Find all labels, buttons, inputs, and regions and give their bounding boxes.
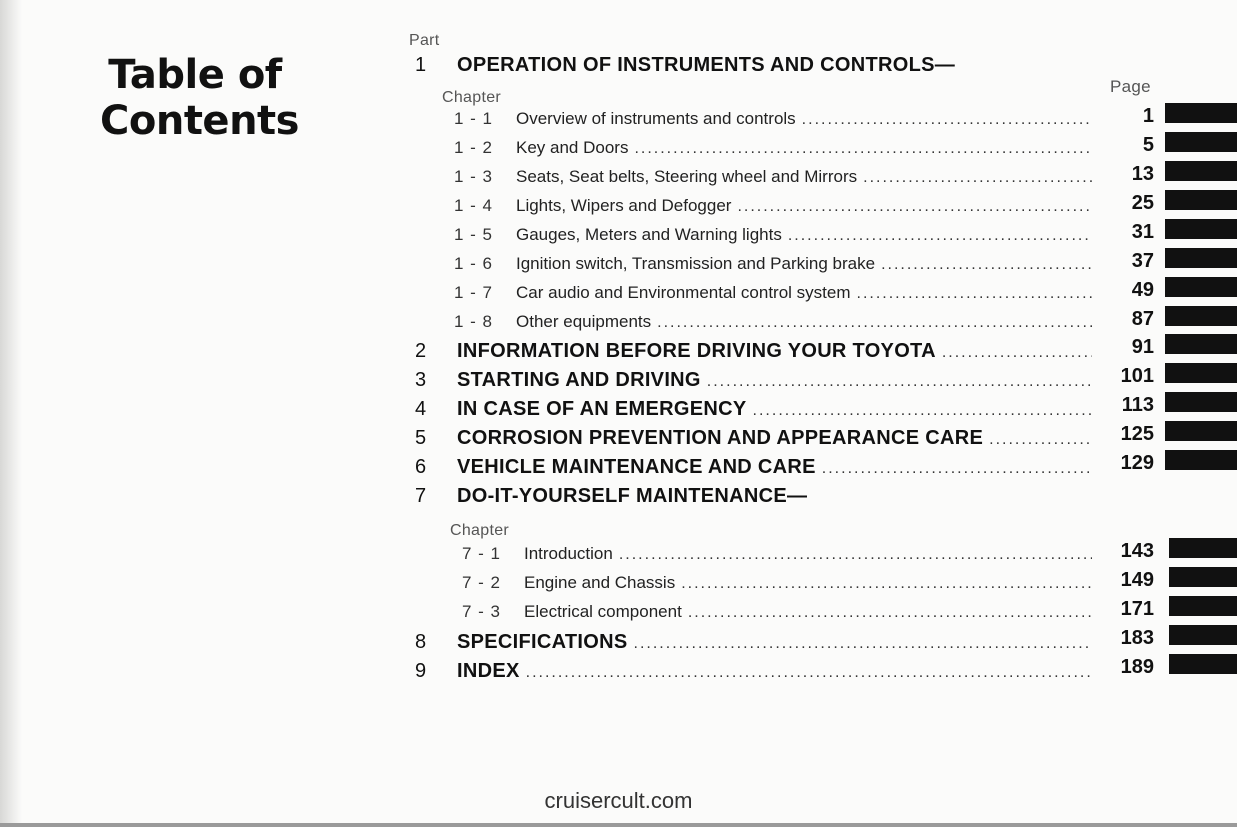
page-title [100,52,299,144]
page-number: 125 [1120,423,1154,445]
part-number: 2 [415,340,427,362]
chapter-title: Seats, Seat belts, Steering wheel and Mirrors [516,167,858,186]
part-title: STARTING AND DRIVING [457,369,701,391]
toc-chapter-row [454,254,1098,278]
chapter-number: 1 - 2 [454,138,494,157]
page-number: 25 [1131,192,1154,214]
part-title: VEHICLE MAINTENANCE AND CARE [457,456,816,478]
dot-leader [707,373,1092,391]
toc-chapter-row [462,602,1098,626]
thumb-index-tab[interactable] [1165,248,1237,268]
dot-leader [989,431,1092,449]
thumb-index-tab[interactable] [1165,219,1237,239]
chapter-title: Engine and Chassis [524,573,676,592]
toc-part-row [415,369,1098,393]
dot-leader [634,635,1092,653]
chapter-title: Overview of instruments and controls [516,109,796,128]
chapter-number: 1 - 4 [454,196,494,215]
chapter-number: 1 - 6 [454,254,494,273]
thumb-index-tab[interactable] [1169,538,1237,558]
part-number: 8 [415,631,427,653]
chapter-number: 1 - 1 [454,109,494,128]
page-edge-shadow [0,0,22,827]
part-number: 1 [415,54,427,76]
thumb-index-tab[interactable] [1165,277,1237,297]
dot-leader [857,285,1093,303]
page-number: 189 [1120,656,1154,678]
toc-chapter-row [454,225,1098,249]
part-title: DO-IT-YOURSELF MAINTENANCE— [457,485,808,507]
chapter-title: Electrical component [524,602,682,621]
toc-part-row [415,398,1098,422]
part-label: Part [409,32,440,49]
page-number: 1 [1142,105,1154,127]
chapter-label: Chapter [442,89,502,106]
chapter-number: 1 - 7 [454,283,494,302]
chapter-number: 7 - 2 [462,573,502,592]
thumb-index-tab[interactable] [1165,450,1237,470]
page-title-line-2: Contents [100,98,299,144]
chapter-number: 1 - 5 [454,225,494,244]
thumb-index-tab[interactable] [1165,132,1237,152]
dot-leader [657,314,1092,332]
part-title: CORROSION PREVENTION AND APPEARANCE CARE [457,427,984,449]
thumb-index-tab[interactable] [1169,654,1237,674]
thumb-index-tab[interactable] [1165,103,1237,123]
page-number: 49 [1131,279,1154,301]
chapter-title: Introduction [524,544,613,563]
dot-leader [753,402,1092,420]
dot-leader [688,604,1092,622]
part-number: 7 [415,485,427,507]
chapter-title: Gauges, Meters and Warning lights [516,225,782,244]
website-watermark: cruisercult.com [544,788,693,813]
part-number: 9 [415,660,427,682]
part-number: 5 [415,427,427,449]
toc-chapter-row [454,109,1098,133]
chapter-number: 1 - 3 [454,167,494,186]
chapter-number: 7 - 3 [462,602,502,621]
page-number: 149 [1120,569,1154,591]
chapter-number: 1 - 8 [454,312,494,331]
thumb-index-tab[interactable] [1165,161,1237,181]
toc-chapter-row [454,283,1098,307]
dot-leader [802,111,1092,129]
dot-leader [681,575,1092,593]
part-title: SPECIFICATIONS [457,631,628,653]
part-title: IN CASE OF AN EMERGENCY [457,398,747,420]
chapter-title: Car audio and Environmental control system [516,283,851,302]
page-column-label: Page [1110,77,1151,96]
thumb-index-tab[interactable] [1169,567,1237,587]
page-number: 87 [1131,308,1154,330]
toc-part-row [415,54,990,78]
toc-chapter-row [454,167,1098,191]
chapter-number: 7 - 1 [462,544,502,563]
dot-leader [619,546,1092,564]
page-title-line-1: Table of [108,52,282,98]
toc-part-row [415,660,1098,684]
part-title: INDEX [457,660,520,682]
page-number: 5 [1142,134,1154,156]
part-number: 4 [415,398,427,420]
page-number: 183 [1120,627,1154,649]
thumb-index-tab[interactable] [1165,363,1237,383]
thumb-index-tab[interactable] [1165,392,1237,412]
page-bottom-edge [0,823,1237,827]
toc-chapter-row [454,312,1098,336]
part-title: OPERATION OF INSTRUMENTS AND CONTROLS— [457,54,956,76]
dot-leader [822,460,1092,478]
thumb-index-tab[interactable] [1165,421,1237,441]
thumb-index-tab[interactable] [1165,334,1237,354]
toc-part-row [415,631,1098,655]
thumb-index-tab[interactable] [1165,190,1237,210]
chapter-title: Other equipments [516,312,652,331]
page-number: 171 [1120,598,1154,620]
toc-chapter-row [454,138,1098,162]
page-number: 37 [1131,250,1154,272]
chapter-title: Key and Doors [516,138,629,157]
page-number: 143 [1120,540,1154,562]
toc-chapter-row [454,196,1098,220]
page-number: 113 [1121,394,1154,416]
toc-part-row [415,456,1098,480]
dot-leader [942,344,1092,362]
toc-chapter-row [462,544,1098,568]
chapter-title: Lights, Wipers and Defogger [516,196,732,215]
thumb-index-tab[interactable] [1165,306,1237,326]
dot-leader [737,198,1092,216]
chapter-title: Ignition switch, Transmission and Parking brake [516,254,876,273]
page-number: 129 [1120,452,1154,474]
thumb-index-tab[interactable] [1169,596,1237,616]
dot-leader [788,227,1092,245]
page-number: 31 [1131,221,1154,243]
page-number: 91 [1131,336,1154,358]
toc-part-row [415,485,990,509]
part-number: 6 [415,456,427,478]
thumb-index-tab[interactable] [1169,625,1237,645]
dot-leader [526,664,1092,682]
dot-leader [634,140,1092,158]
dot-leader [863,169,1092,187]
part-number: 3 [415,369,427,391]
page-number: 101 [1120,365,1154,387]
page-number: 13 [1131,163,1154,185]
dot-leader [881,256,1092,274]
chapter-label-part-7: Chapter [450,522,510,539]
part-title: INFORMATION BEFORE DRIVING YOUR TOYOTA [457,340,936,362]
toc-part-row [415,340,1098,364]
toc-chapter-row [462,573,1098,597]
toc-part-row [415,427,1098,451]
